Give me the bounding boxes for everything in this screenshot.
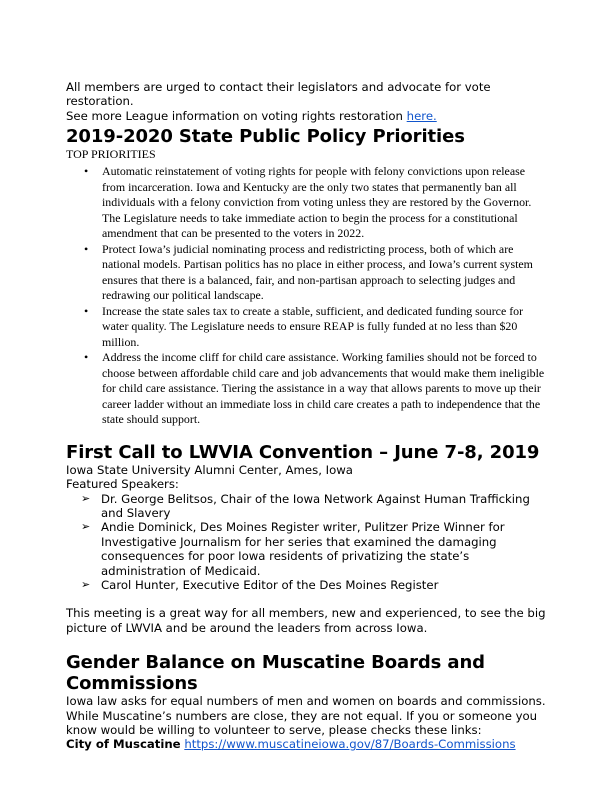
list-item <box>84 241 546 304</box>
top-priorities-label: TOP PRIORITIES <box>66 147 156 162</box>
speakers-list <box>66 492 546 593</box>
priority-text: Address the income cliff for child care assistance. Working families should not be forced to choose between affordable child care and job advancements that would make them ineligible for child care assistance. Tiering the assistance in a way that allows parents to move up their career ladder without an immediate loss in child care creates a path to independence that the state should support. <box>102 350 545 427</box>
bullet-icon: • <box>84 164 89 179</box>
bullet-icon: • <box>84 350 89 365</box>
intro-line-2-text: See more League information on voting rights restoration <box>66 108 407 123</box>
convention-location: Iowa State University Alumni Center, Ames, Iowa <box>66 462 353 477</box>
muscatine-boards-link[interactable]: https://www.muscatineiowa.gov/87/Boards-Commissions <box>184 737 516 752</box>
priority-text: Protect Iowa’s judicial nominating process and redistricting process, both of which are national models. Partisan politics has no place in either process, and Iowa’s current system ensures that there is a balanced, fair, and non-partisan approach to selecting judges and redrawing our political landscape. <box>102 241 533 303</box>
intro-line-2 <box>66 109 546 123</box>
intro-line-1: All members are urged to contact their legislators and advocate for vote restoration. <box>66 80 491 109</box>
priority-text: Increase the state sales tax to create a stable, sufficient, and dedicated funding source for water quality. The Legislature needs to ensure REAP is fully funded at no less than $20 million. <box>102 303 524 349</box>
bullet-icon: • <box>84 303 89 318</box>
list-item <box>81 491 546 521</box>
list-item <box>84 303 546 351</box>
gender-heading: Gender Balance on Muscatine Boards and Commissions <box>66 652 485 695</box>
list-item <box>84 350 546 428</box>
list-item <box>81 577 546 592</box>
city-links-line <box>66 737 546 751</box>
bullet-icon: • <box>84 241 89 256</box>
priority-text: Automatic reinstatement of voting rights for people with felony convictions upon release from incarceration. Iowa and Kentucky are the only two states that permanently ban all individuals with a felony conviction from voting unless they are restored by the Governor. The Legislature needs to take immediate action to begin the process for a constitutional amendment that can be presented to the voters in 2022. <box>102 164 532 241</box>
list-item <box>84 164 546 242</box>
arrow-bullet-icon: ➢ <box>81 520 91 534</box>
speakers-label: Featured Speakers: <box>66 477 179 492</box>
speaker-text: Dr. George Belitsos, Chair of the Iowa Network Against Human Trafficking and Slavery <box>101 491 530 520</box>
voting-rights-link[interactable]: here. <box>406 108 437 123</box>
list-item <box>81 520 546 578</box>
arrow-bullet-icon: ➢ <box>81 491 91 505</box>
document-page <box>66 80 546 752</box>
arrow-bullet-icon: ➢ <box>81 577 91 591</box>
priorities-heading: 2019-2020 State Public Policy Priorities <box>66 126 465 148</box>
convention-heading: First Call to LWVIA Convention – June 7-8, 2019 <box>66 441 540 463</box>
speaker-text: Andie Dominick, Des Moines Register writer, Pulitzer Prize Winner for Investigative Journalism for her series that examined the damaging consequences for poor Iowa residents of privatizing the state’s administration of Medicaid. <box>101 520 505 578</box>
city-label: City of Muscatine <box>66 737 181 752</box>
convention-closing: This meeting is a great way for all members, new and experienced, to see the big picture of LWVIA and be around the leaders from across Iowa. <box>66 606 546 635</box>
priorities-list <box>66 164 546 428</box>
gender-line-2: While Muscatine’s numbers are close, they are not equal. If you or someone you know would be willing to volunteer to serve, please checks these links: <box>66 708 538 737</box>
speaker-text: Carol Hunter, Executive Editor of the Des Moines Register <box>101 577 439 592</box>
gender-line-1: Iowa law asks for equal numbers of men and women on boards and commissions. <box>66 694 546 709</box>
